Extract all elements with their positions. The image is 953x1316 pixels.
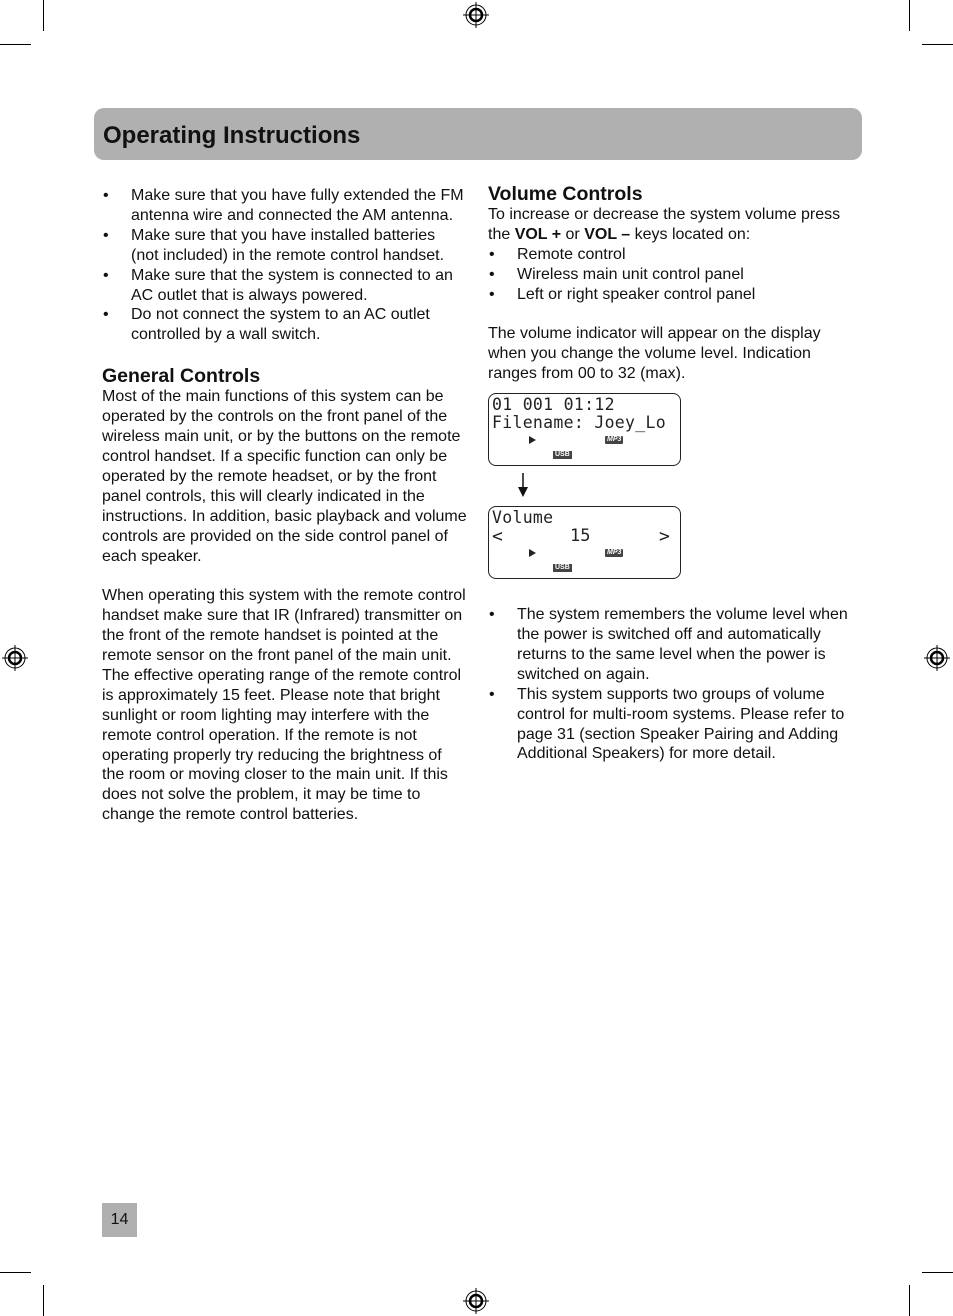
- notes-list: [488, 605, 858, 764]
- location-list: [488, 245, 858, 305]
- paragraph: The volume indicator will appear on the display when you change the volume level. Indication ranges from 00 to 32 (max).: [488, 325, 821, 383]
- lcd-left-arrow: <: [492, 526, 503, 548]
- section-heading-general-controls: General Controls: [102, 365, 261, 388]
- left-column: [102, 186, 467, 825]
- lcd-right-arrow: >: [659, 526, 670, 548]
- page-title: Operating Instructions: [103, 122, 361, 149]
- registration-mark-icon: [924, 645, 950, 671]
- play-icon: [529, 436, 536, 444]
- lcd-volume-label: Volume: [492, 508, 554, 528]
- crop-mark: [43, 1285, 44, 1316]
- connector-text: or: [561, 225, 585, 243]
- crop-mark: [0, 1272, 31, 1273]
- list-item: • Make sure that you have fully extended the FM antenna wire and connected the AM antenna.: [102, 186, 467, 226]
- crop-mark: [909, 0, 910, 31]
- registration-mark-icon: [463, 1288, 489, 1314]
- paragraph: [488, 205, 858, 245]
- list-item: • Wireless main unit control panel: [488, 265, 858, 285]
- list-item: • Make sure that the system is connected to an AC outlet that is always powered.: [102, 266, 467, 306]
- list-item: • Left or right speaker control panel: [488, 285, 858, 305]
- page-number: 14: [102, 1203, 137, 1237]
- intro-text: To increase or decrease the system volume press the: [488, 206, 841, 243]
- list-item: • The system remembers the volume level when the power is switched off and automatically returns to the same level when the power is switched on again.: [488, 605, 858, 685]
- crop-mark: [922, 1272, 953, 1273]
- registration-mark-icon: [463, 2, 489, 28]
- paragraph: Most of the main functions of this system can be operated by the controls on the front panel of the wireless main unit, or by the buttons on the remote control handset. If a specific function can only be operated by the remote headset, or by the front panel controls, this will clearly indicated in the instructions. In addition, basic playback and volume controls are provided on the side control panel of each speaker.: [102, 388, 467, 565]
- crop-mark: [43, 0, 44, 31]
- key-vol-minus: VOL –: [584, 225, 631, 243]
- lcd-track-info: 01 001 01:12: [492, 395, 615, 415]
- mp3-badge: MP3: [607, 436, 622, 444]
- lcd-volume-value: 15: [570, 526, 591, 547]
- lcd-display-volume: [488, 506, 681, 579]
- section-heading-volume-controls: Volume Controls: [488, 183, 643, 205]
- intro-text: keys located on:: [630, 225, 751, 243]
- usb-badge: USB: [555, 564, 570, 572]
- lcd-filename: Filename: Joey_Lo: [492, 413, 666, 433]
- play-icon: [529, 549, 536, 557]
- list-item: • Make sure that you have installed batteries (not included) in the remote control handset.: [102, 226, 467, 266]
- usb-badge: USB: [555, 451, 570, 459]
- list-item: • Do not connect the system to an AC outlet controlled by a wall switch.: [102, 305, 467, 345]
- checklist: [102, 186, 467, 345]
- paragraph: When operating this system with the remote control handset make sure that IR (Infrared) transmitter on the front of the remote handset is pointed at the remote sensor on the front panel of the main unit. The effective operating range of the remote control is approximately 15 feet. Please note that bright sunlight or room lighting may interfere with the remote control operation. If the remote is not operating properly try reducing the brightness of the room or moving closer to the main unit. If this does not solve the problem, it may be time to change the remote control batteries.: [102, 587, 466, 824]
- registration-mark-icon: [2, 645, 28, 671]
- crop-mark: [909, 1285, 910, 1316]
- right-column: [488, 183, 858, 764]
- crop-mark: [0, 44, 31, 45]
- section-header: [94, 108, 862, 160]
- list-item: • Remote control: [488, 245, 858, 265]
- crop-mark: [922, 44, 953, 45]
- key-vol-plus: VOL +: [514, 225, 562, 243]
- mp3-badge: MP3: [607, 549, 622, 557]
- lcd-display-playback: [488, 393, 681, 466]
- arrow-down-icon: [516, 473, 530, 503]
- list-item: • This system supports two groups of volume control for multi-room systems. Please refer to page 31 (section Speaker Pairing and Adding Additional Speakers) for more detail.: [488, 685, 858, 765]
